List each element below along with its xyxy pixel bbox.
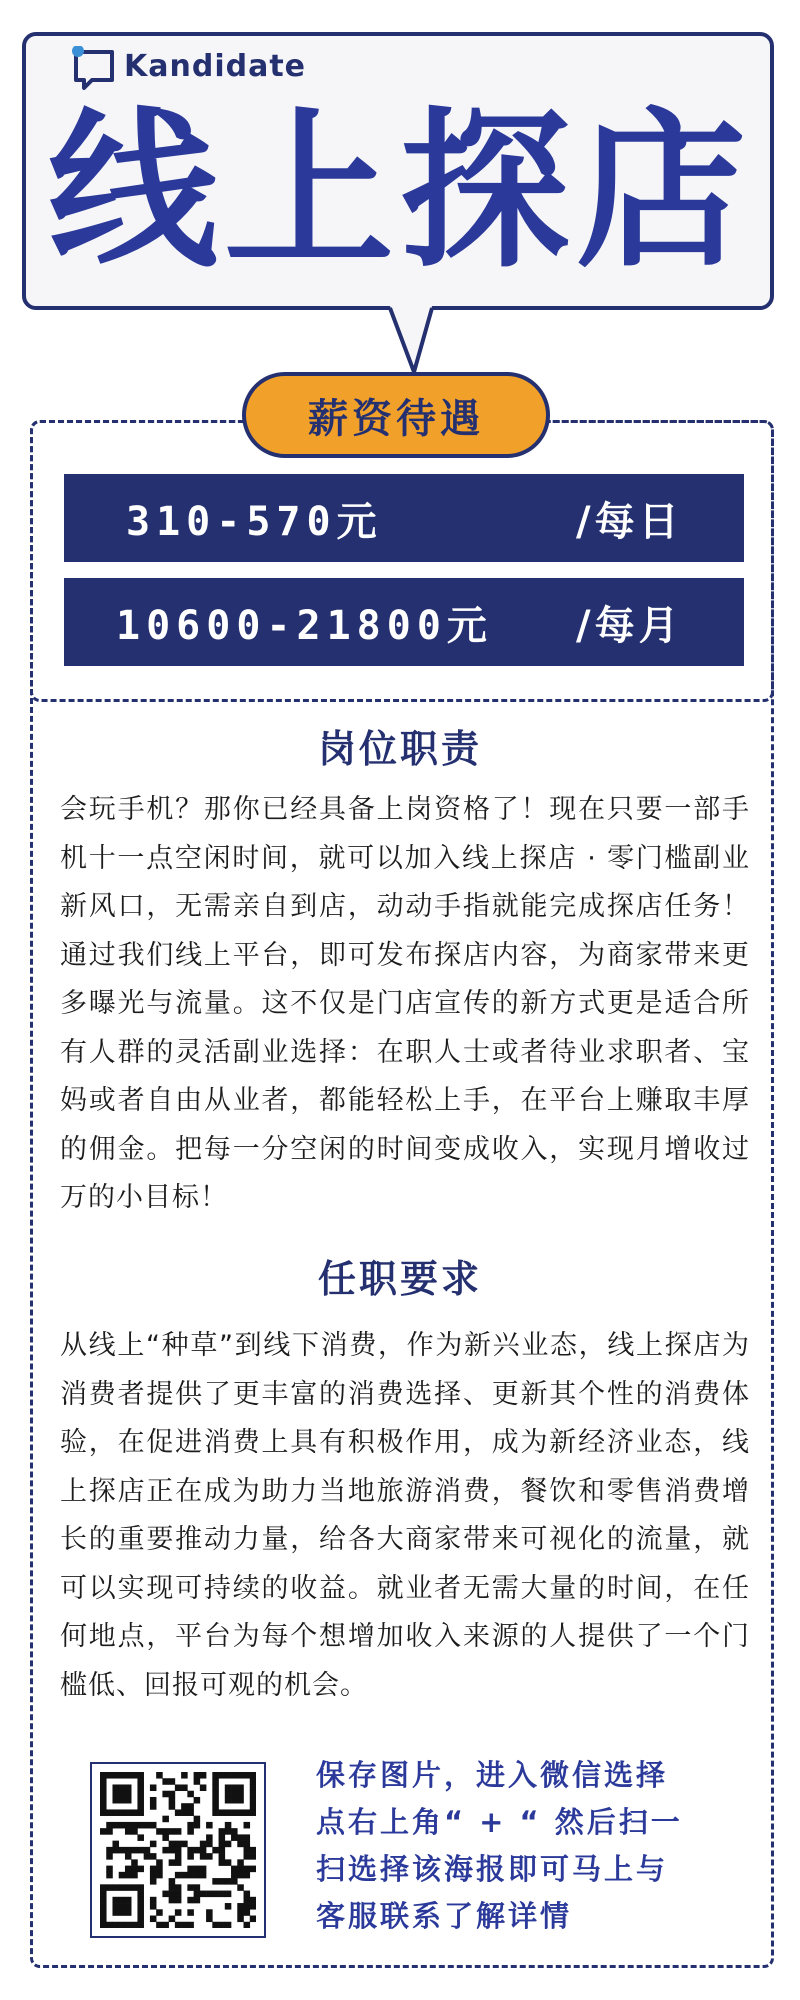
salary-monthly-bar (64, 578, 744, 666)
salary-label-pill (242, 372, 550, 458)
duties-title: 岗位职责 (317, 727, 482, 771)
salary-daily-bar (64, 474, 744, 562)
salary-label: 薪资待遇 (308, 395, 484, 442)
cta-line: 扫选择该海报即可马上与 (316, 1852, 669, 1886)
call-to-action (316, 1752, 746, 1940)
cta-line: 点右上角“ + “ 然后扫一 (316, 1805, 683, 1839)
brand-name: Kandidate (124, 48, 307, 84)
cta-line: 保存图片，进入微信选择 (316, 1758, 669, 1792)
brand-logo (72, 46, 306, 86)
salary-monthly-period: /每月 (576, 602, 683, 649)
page-title: 线上探店 (47, 93, 752, 291)
salary-daily-period: /每日 (576, 498, 683, 545)
salary-monthly-amount: 10600-21800元 (116, 602, 493, 649)
salary-daily-amount: 310-570元 (126, 498, 383, 545)
qr-code-icon (90, 1762, 266, 1938)
requirements-text: 从线上“种草”到线下消费，作为新兴业态，线上探店为消费者提供了更丰富的消费选择、更新其个性的消费体验，在促进消费上具有积极作用，成为新经济业态，线上探店正在成为助力当地旅游消费，餐饮和零售消费增长的重要推动力量，给各大商家带来可视化的流量，就可以实现可持续的收益。就业者无需大量的时间，在任何地点，平台为每个想增加收入来源的人提供了一个门槛低、回报可观的机会。 (60, 1330, 750, 1701)
cta-line: 客服联系了解详情 (316, 1899, 573, 1933)
speech-bubble-icon (72, 46, 112, 86)
requirements-title: 任职要求 (317, 1257, 482, 1301)
duties-text: 会玩手机？那你已经具备上岗资格了！现在只要一部手机十一点空闲时间，就可以加入线上探店 · 零门槛副业新风口，无需亲自到店，动动手指就能完成探店任务！通过我们线上平台，即可发布探店内容，为商家带来更多曝光与流量。这不仅是门店宣传的新方式更是适合所有人群的灵活副业选择：在职人士或者待业求职者、宝妈或者自由从业者，都能轻松上手，在平台上赚取丰厚的佣金。把每一分空闲的时间变成收入，实现月增收过万的小目标！ (60, 794, 750, 1213)
